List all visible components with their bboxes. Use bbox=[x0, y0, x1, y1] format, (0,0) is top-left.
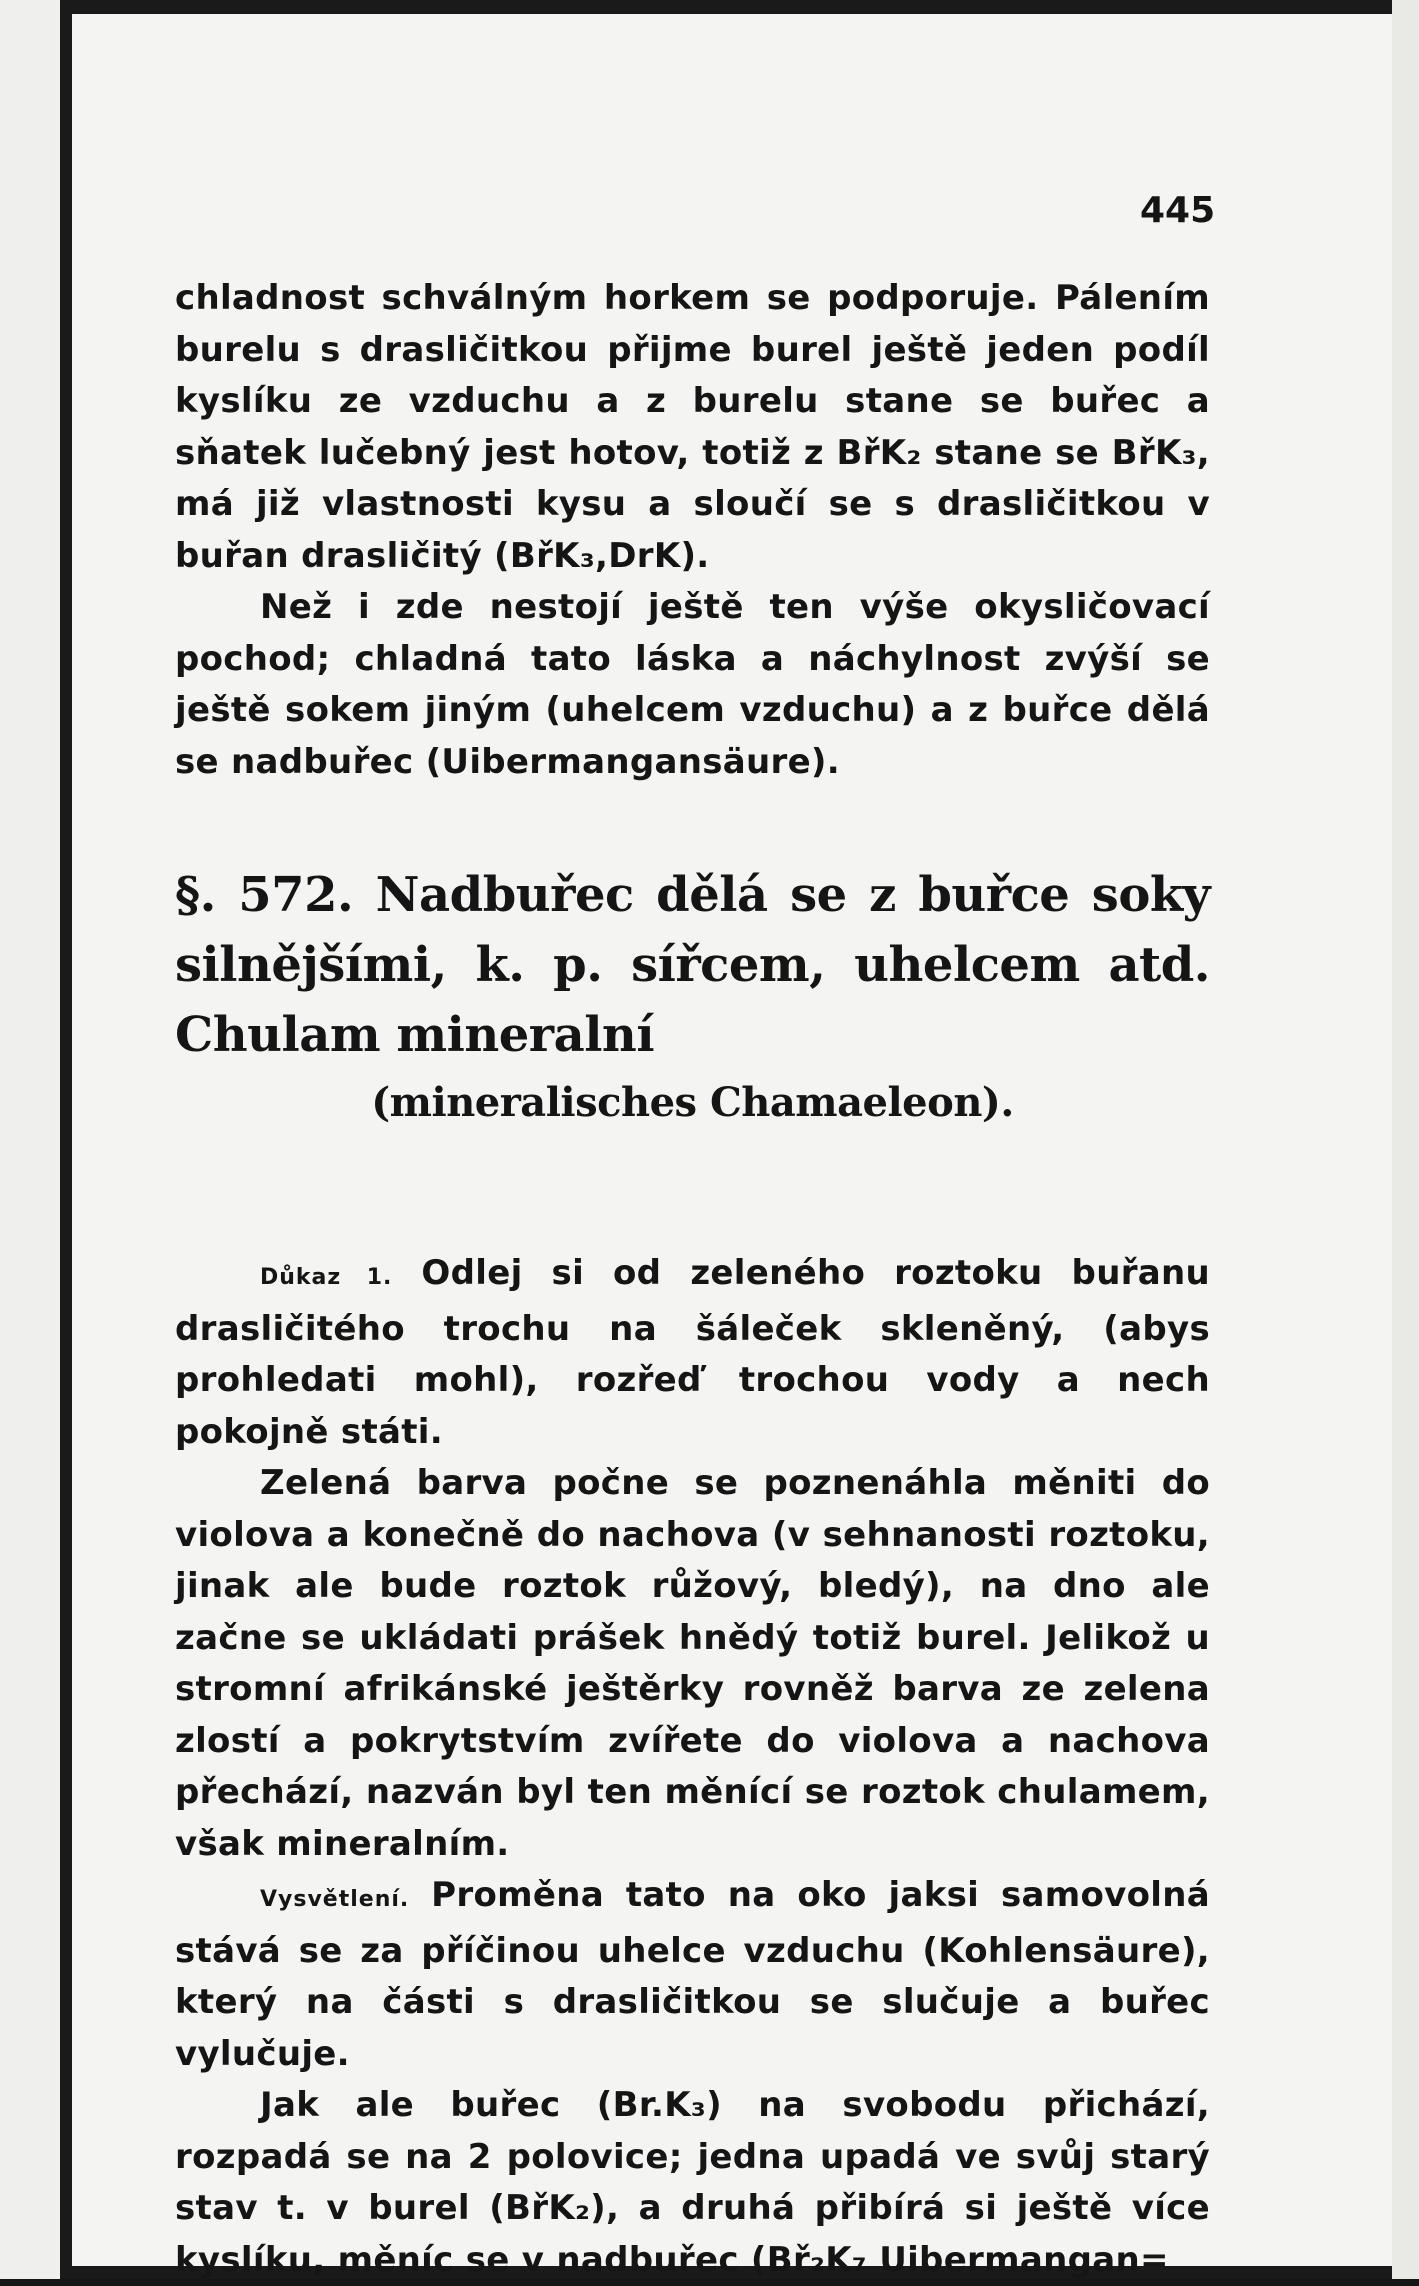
proof-text: Odlej si od zeleného roztoku buřanu drasličitého trochu na šáleček skleněný, (abys prohledati mohl), rozřeď trochou vody a nech pokojně státi. bbox=[175, 1253, 1211, 1452]
section-heading bbox=[175, 860, 1210, 1138]
page-number: 445 bbox=[1140, 190, 1216, 231]
explanation-text: Proměna tato na oko jaksi samovolná stává se za příčinou uhelce vzduchu (Kohlensäure), který na části s drasličitkou se slučuje a buřec vylučuje. bbox=[175, 1875, 1210, 2074]
section-heading-sub: (mineralisches Chamaeleon). bbox=[371, 1079, 1014, 1126]
previous-page-edge bbox=[0, 0, 60, 2279]
paragraph-4: Zelená barva počne se poznenáhla měniti do violova a konečně do nachova (v sehnanosti roztoku, jinak ale bude roztok růžový, bledý), na dno ale začne se ukládati prášek hnědý totiž burel. Jelikož u stromní afrikánské ještěrky rovněž barva ze zelena zlostí a pokrytstvím zvířete do violova a nachova přechází, nazván byl ten měnící se roztok chulamem, však mineralním. bbox=[175, 1463, 1210, 1864]
page-body bbox=[175, 180, 1210, 2286]
paragraph-6: Jak ale buřec (Br.K₃) na svobodu přichází, rozpadá se na 2 polovice; jedna upadá ve svůj starý stav t. v burel (BřK₂), a druhá přibírá si ještě více kyslíku, měníc se v nadbuřec (Bř₂K₇ Uibermangan= bbox=[175, 2085, 1210, 2280]
proof-label: Důkaz 1. bbox=[260, 1265, 393, 1290]
paragraph-proof bbox=[175, 1248, 1210, 1458]
page-right-edge bbox=[1392, 0, 1419, 2279]
paragraph-1: chladnost schválným horkem se podporuje. Pálením burelu s drasličitkou přijme burel ještě jeden podíl kyslíku ze vzduchu a z burelu stane se buřec a sňatek lučebný jest hotov, totiž z BřK₂ stane se BřK₃, má již vlastnosti kysu a sloučí se s drasličitkou v buřan drasličitý (BřK₃,DrK). bbox=[175, 278, 1210, 576]
paragraph-2: Než i zde nestojí ještě ten výše okysličovací pochod; chladná tato láska a náchylnost zvýší se ještě sokem jiným (uhelcem vzduchu) a z buřce dělá se nadbuřec (Uibermangansäure). bbox=[175, 587, 1210, 782]
section-heading-main: §. 572. Nadbuřec dělá se z buřce soky silnějšími, k. p. sířcem, uhelcem atd. Chulam mineralní bbox=[175, 867, 1210, 1063]
paragraph-explanation bbox=[175, 1870, 1210, 2080]
explanation-label: Vysvětlení. bbox=[260, 1887, 410, 1912]
